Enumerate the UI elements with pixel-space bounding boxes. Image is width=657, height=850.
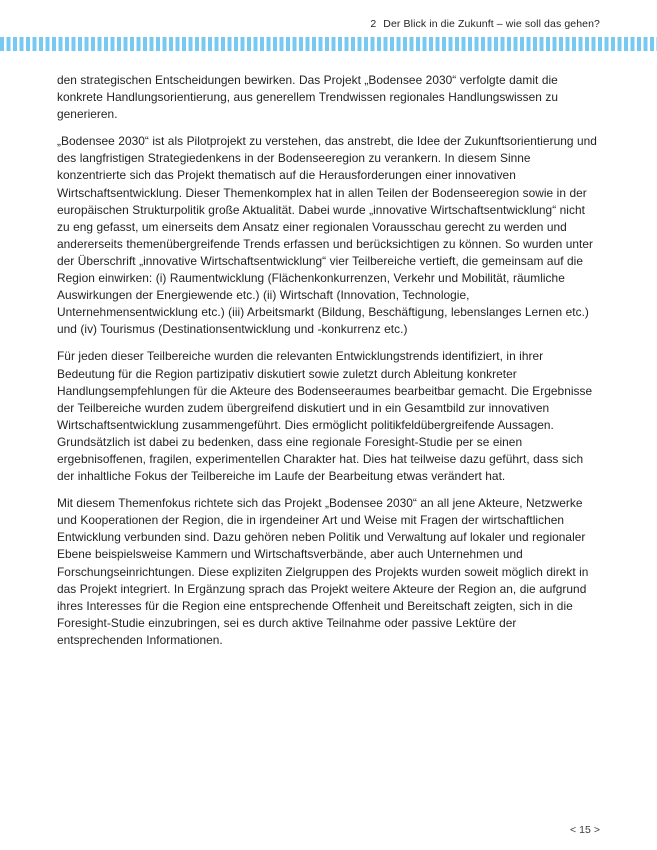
next-page-arrow-icon[interactable]: > <box>593 824 600 836</box>
page-folio <box>570 824 600 837</box>
running-head-chapter-number: 2 <box>370 18 377 30</box>
running-head <box>370 18 600 31</box>
body-paragraph: „Bodensee 2030“ ist als Pilotprojekt zu verstehen, das anstrebt, die Idee der Zukunftsorientierung und des langfristigen Strategiedenkens in der Bodenseeregion zu verankern. In diesem Sinne konzentrierte sich das Projekt thematisch auf die Herausforderungen einer innovativen Wirtschaftsentwicklung. Dieser Themenkomplex hat in allen Teilen der Bodenseeregion sowie in der europäischen Strukturpolitik große Aktualität. Dabei wurde „innovative Wirtschaftsentwicklung“ nicht zu eng gefasst, um einerseits dem Ansatz einer regionalen Vorausschau gerecht zu werden und andererseits themenübergreifende Trends erfassen und berücksichtigen zu können. So wurden unter der Überschrift „innovative Wirtschaftsentwicklung“ vier Teilbereiche vertieft, die gemeinsam auf die Region einwirken: (i) Raumentwicklung (Flächenkonkurrenzen, Verkehr und Mobilität, räumliche Auswirkungen der Energiewende etc.) (ii) Wirtschaft (Innovation, Technologie, Unternehmensentwicklung etc.) (iii) Arbeitsmarkt (Bildung, Beschäftigung, lebenslanges Lernen etc.) und (iv) Tourismus (Destinationsentwicklung und -konkurrenz etc.) <box>57 134 597 337</box>
page-number: 15 <box>579 824 591 836</box>
running-head-chapter-title: Der Blick in die Zukunft – wie soll das gehen? <box>383 18 600 30</box>
body-paragraph: Mit diesem Themenfokus richtete sich das Projekt „Bodensee 2030“ an all jene Akteure, Netzwerke und Kooperationen der Region, die in irgendeiner Art und Weise mit Fragen der wirtschaftlichen Entwicklung verbunden sind. Dazu gehören neben Politik und Verwaltung auf lokaler und regionaler Ebene beispielsweise Kammern und Wirtschaftsverbände, aber auch Unternehmen und Forschungseinrichtungen. Diese expliziten Zielgruppen des Projekts wurden soweit möglich direkt in das Projekt integriert. In Ergänzung sprach das Projekt weitere Akteure der Region an, die aufgrund ihres Interesses für die Region eine entsprechende Offenheit und Bereitschaft zeigten, sich in die Foresight-Studie einzubringen, sei es durch aktive Teilnahme oder passive Lektüre der entsprechenden Informationen. <box>57 496 589 647</box>
prev-page-arrow-icon[interactable]: < <box>570 824 577 836</box>
body-text-column <box>57 72 600 649</box>
body-paragraph: Für jeden dieser Teilbereiche wurden die relevanten Entwicklungstrends identifiziert, in ihrer Bedeutung für die Region partizipativ diskutiert sowie zuletzt durch Ableitung konkreter Handlungsempfehlungen für die Akteure des Bodenseeraumes bearbeitbar gemacht. Die Ergebnisse der Teilbereiche wurden zudem übergreifend diskutiert und in ein Gesamtbild zur innovativen Wirtschaftsentwicklung zusammengeführt. Dies ermöglicht politikfeldübergreifende Aussagen. Grundsätzlich ist dabei zu bedenken, dass eine regionale Foresight-Studie per se einen ergebnisoffenen, fragilen, experimentellen Charakter hat. Dies hat teilweise dazu geführt, dass sich der inhaltliche Fokus der Teilbereiche im Laufe der Bearbeitung etwas verändert hat. <box>57 349 593 484</box>
dashed-divider-rule <box>0 37 657 51</box>
body-paragraph: den strategischen Entscheidungen bewirken. Das Projekt „Bodensee 2030“ verfolgte damit die konkrete Handlungsorientierung, aus generellem Trendwissen regionales Handlungswissen zu generieren. <box>57 73 559 122</box>
